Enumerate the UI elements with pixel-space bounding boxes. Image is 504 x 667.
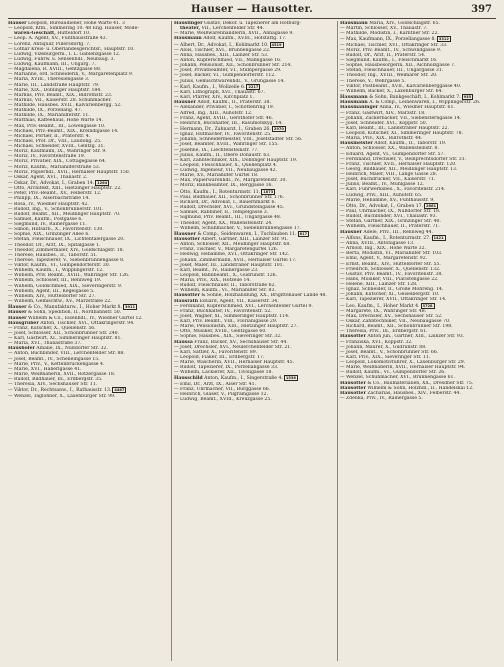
directory-entry: Hausner Adolf, Kaufm., II., Praterstr. 38. — [174, 100, 271, 106]
directory-entry: — Moriz, Kaufmann, IX., Währinger Str. 9. — [8, 149, 107, 155]
directory-entry: — Stefan, Fleischhauer, III., Ungargasse 31. — [340, 68, 444, 74]
directory-entry: Hausmann & Sohn, Bankgeschäft, I., Kohlmarkt 7. 955 — [340, 94, 472, 101]
page-title: Hauser — Hausotter. — [190, 4, 314, 15]
directory-entry: Hausner Adele, Priv., III., Rennweg 44. — [340, 229, 433, 235]
directory-entry: — Anton, Buchbinder, VIII., Lerchenfelder Str. 88. — [8, 351, 125, 357]
directory-entry: — Leopold, Fleischhauer, X., Quellenplatz 4. — [174, 162, 278, 168]
directory-entry: — Otto, Dr., Advokat, I., Graben 17. 2661 — [340, 203, 437, 209]
directory-entry: — Therese, Hausbes., II., Taborstr. 51. — [8, 252, 98, 258]
directory-entry: — Simon, Hilfsarb., X., Favoritenstr. 130. — [8, 227, 104, 233]
directory-entry: — Ludwig, Ingenieur, VII., Neubaugasse 42. — [174, 168, 277, 174]
directory-entry: — Marie, Hebamme, XV., Fünfhausstr. 9. — [340, 197, 435, 203]
directory-entry: — Rudolf, Bildhauer, III., Erdbergstr. 35. — [8, 377, 103, 382]
directory-entry: — Julius, Gemischtwarenhdl., V., Grüngasse 14. — [174, 78, 285, 84]
directory-entry: Hausotter & Co., Baumaterialien, XX., Dresdner Str. 75. — [340, 380, 474, 386]
directory-entry: — Josef, Schneider, XVI., Koppstr. 50. — [340, 120, 428, 126]
directory-entry: — Anton, Schlosser, XX., Wallensteinstr. 8. — [340, 146, 439, 152]
page-number: 397 — [471, 4, 492, 15]
column-divider — [337, 21, 338, 661]
directory-entry: — Rudolf, Kaufm., VI., Gumpendorfer Str. 26. — [340, 370, 446, 376]
directory-entry: — Ernst, Beamt., XIV., Hütteldorfer Str. 55. — [340, 261, 441, 267]
directory-entry: — Oskar, Zahntechniker, VII., Neubaugasse 70. — [340, 319, 451, 325]
directory-entry: — Markus, VII., Kaiserstr. 28. Schuhmacher. — [8, 97, 112, 103]
directory-entry: — Wenzel, Schuhmacher, XVI., Brunnengasse 61. — [340, 375, 455, 381]
directory-entry: — Michael, Prof. Dr., VIII., Laudong. 25. — [8, 138, 102, 144]
directory-entry: — Marie, III., Landstraße Hauptstr. 79. — [8, 82, 100, 88]
telephone-number: 1536 — [285, 376, 296, 381]
directory-entry: — Mathilde, IX., Mariahilferstr. 11. — [8, 113, 90, 119]
directory-entry: — Heinrich, Glaser, V., Pilgramgasse 12. — [174, 392, 268, 397]
directory-entry: — Theodor, Agent, XX., Wallensteinstr. 24. — [174, 220, 273, 226]
directory-entry: — Karl, Pfarrer, XIV., Kirchplatz 1. — [174, 95, 254, 101]
directory-entry: — Marie, XVI., Haberlgasse 41. — [8, 366, 82, 372]
directory-entry: — Wilhelm, Kaufm., VI., Mariahilfer Str. 83. — [174, 288, 276, 294]
directory-entry: — Emil, Agent, V., Margaretenstr. 92. — [340, 256, 428, 262]
directory-entry: — Sophie, XIX., Grinzinger Allee 6. — [8, 232, 90, 238]
directory-entry: — Franz, Tischler, V., Margaretengürtel 126. — [174, 247, 279, 253]
telephone-number: 1873 — [263, 189, 274, 194]
directory-entry: — Wilhelm, Agent, III., Kegelgasse 5. — [8, 288, 95, 294]
column-1 — [8, 21, 168, 661]
directory-entry: — Marie, Weißnäherin, XVII., Hernalser Hauptstr. 94. — [340, 365, 466, 371]
directory-entry: — Berta, Modistin, VI., Mariahilfer Str. 103. — [340, 251, 443, 257]
directory-entry: Hauser Wilhelm & Co., Eisenhdl., IV., Wiedner Gürtel 12. — [8, 315, 143, 321]
telephone-number: 1421 — [433, 235, 444, 240]
directory-entry: — Paul, Bildhauer, XII., Schönbrunner Str. 176. — [174, 194, 285, 200]
directory-entry: Hausotter & Söhne, Holzhandlung, XX., Brigittenauer Lände 48. — [174, 293, 327, 299]
directory-entry: — Franz, Uhrmacher, VII., Burggasse 66. — [174, 386, 271, 392]
directory-entry: — Max, Papierwarenhdl., IV., Margaretenstr. 30. — [174, 178, 287, 184]
directory-entry: — Johann, Pensionist, XII., Schönbrunner Str. 214. — [174, 63, 292, 69]
directory-entry: — Ferdinand, Drechsler, V., Reinprechtsdorfer Str. 31. — [340, 156, 467, 162]
directory-entry: — Hans, Musiker, VIII., Piaristengasse 22. — [340, 276, 439, 282]
header-rule — [8, 18, 496, 19]
directory-entry: — Marie, XV., Mariahilfer Gürtel 18. — [174, 173, 259, 179]
directory-entry: — Moriz, Kaufm., Mariahilferstraße 53. — [8, 164, 101, 170]
directory-entry: — Karl, Gastwirt, XI., Simmeringer Hauptstr. 81. — [8, 336, 122, 341]
directory-entry: — Johann, Zimmermann, XVII., Hernalser Gürtel 17. — [174, 257, 297, 263]
directory-entry: — Sophie, Hausbesorgerin, XII., Aichholzgasse 7. — [340, 63, 456, 69]
directory-entry: — Josef, Beamt., V., Schönbrunner Str. 66. — [340, 349, 439, 355]
directory-entry: — Josef, Schlosser, XII., Schönbrunner Str. 240. — [8, 330, 120, 336]
directory-entry: — Max, Drechsler, XV., Sechshauser Str. 52. — [340, 313, 443, 319]
directory-entry: Hausmann Maria, XIV., Goldschlagstr. 65. — [340, 21, 440, 26]
directory-entry: Hausgruber Anton, Tischler, XVI., Ottakringerstr. 94. — [8, 320, 135, 326]
directory-entry: Hausmeister Adolf, Kaufm., II., Taborstr. 19. — [340, 141, 447, 147]
directory-entry: — Margarete, IX., Währinger Str. 48. — [340, 308, 427, 314]
directory-entry: Hausmaninger Anna, IV., Wiedner Hauptstr. 61. — [340, 105, 455, 111]
directory-entry: Hauser Leopold, Bureaudiener, Hohe Warte 41. 3 — [8, 21, 125, 26]
directory-entry: — Anton, Kupferschmied, VII., Mahngasse 16. — [174, 58, 282, 64]
directory-entry: — Karl, Priv. Beamt., VIII., Florianigasse 29. — [174, 319, 278, 325]
directory-entry: — Leopold, Kfm., Simmering 10. 48 Eng. Hauser, Mode- — [8, 26, 139, 32]
directory-entry: — Josef, Privatbeamter, VI., Stumpergasse 29. — [174, 68, 282, 74]
directory-entry: — Maria, XVIII., Theresiengasse 3. — [8, 77, 90, 83]
directory-entry: — Moriz, Bankbeamter, IX., Berggasse 16. — [174, 183, 273, 189]
directory-entry: — Wilhelm, XIV., Hütteldorfer Str. 27. — [8, 293, 96, 299]
directory-entry: — Heinrich, Buchhalter, III., Rasumofskyg. 14. — [174, 120, 283, 126]
directory-entry: — Franz, Tischler, XVII., Hernalser Hauptstr. 120. — [340, 161, 457, 167]
directory-entry: — Josefine, IX., Liechtensteinstr. 77. — [174, 147, 259, 153]
directory-entry: — Karl, Fuhrwerksbes., X., Favoritenstr. 214. — [340, 187, 446, 193]
directory-entry: — Rudolf, Dr., Arzt, II., Praterstr. 54. — [340, 52, 426, 58]
directory-entry: — Josef, Drechsler, XVI., Neulerchenfelder Str. 21. — [174, 344, 292, 350]
directory-entry: — Moriz, Priv. Beamt., IV., Schwindgasse 9. — [340, 47, 442, 53]
directory-entry: — Theodor, Dr., Arzt, IX., Spitalgasse 1. — [8, 242, 101, 248]
directory-entry: — Franz, Kutscher, X., Quellenstr. 56. — [8, 325, 96, 331]
directory-entry: — Anna, XVIII., Antonigasse 13. — [340, 241, 415, 246]
directory-entry: — Alexander, Privatier, I., Schottenring 19. — [174, 105, 275, 111]
directory-entry: — Alfons, Kaufm., I., Rotenturmstr. 27. 1421 — [340, 235, 444, 241]
directory-entry: — Hedwig, Hebamme, XVI., Ottakringer Str. 142. — [174, 252, 290, 258]
directory-entry: — Wilhelm, Priv. Beamt., XVIII., Währinger Str. 126. — [8, 273, 130, 279]
directory-entry: — Mathilde, Modistin, I., Kärntner Str. 22. — [340, 31, 439, 37]
directory-entry: — Albert, Dr., Advokat, I., Kohlmarkt 10. 4519 — [174, 42, 282, 48]
telephone-number: 3911 — [124, 305, 135, 310]
directory-entry: Hausotter Albert, Gärtner, XIII., Lainzer Str. 91. — [174, 237, 289, 243]
directory-entry: — Emil, Dr., Arzt, IX., Alser Str. 41. — [174, 381, 256, 387]
directory-entry: — Karl, Tapezierer, XVII., Ottakringer Str. 14. — [340, 297, 447, 303]
directory-entry: — Oskar, Dr., Advokat, I., Graben 14. 1264 — [8, 180, 108, 187]
directory-entry: Hausotter Anton jun., Gärtner, XIII., Lainzer Str. 93. — [340, 334, 465, 340]
directory-entry: — Johann, Schneidermeister, VIII., Josefstädter Str. 56. — [174, 137, 303, 143]
directory-entry: — Wilhelm, Fleischhauer, II., Praterstr. 71. — [340, 224, 440, 230]
directory-entry: — Otto, Kaufm., I., Rotenturmstr. 11. 1873 — [174, 189, 274, 195]
directory-entry: — Heinrich, Maler, VIII., Lange Gasse 28. — [340, 172, 438, 177]
directory-entry: — Lorenz, Antiquar, Pillersdorfg. 7. — [8, 41, 91, 47]
directory-entry: theater, VII., Lerchenfelder Str. 44. — [180, 26, 265, 32]
directory-entry: — Leopold, Kutscher, XI., Simmeringer Hauptstr. 78. — [340, 131, 464, 136]
directory-entry: — Siegmund, IV., Rainergasse 11. — [8, 222, 87, 228]
directory-entry: — Markus, Priv. Beamt., XIX., Billrothstr. 23. — [8, 92, 113, 98]
directory-entry: — Rudolf, Beamt., XII., Meidlinger Hauptstr. 70. — [8, 211, 121, 217]
directory-entry: — Siegmund, Kaufm., I., Fleischmarkt 16. — [340, 58, 438, 64]
directory-entry: — Rudolf, Tapezierer, IX., Porzellangasse 33. — [174, 365, 279, 371]
directory-entry: Hausmann A. & Comp., Leinenwaren, I., Wipplingerstr. 26. — [340, 100, 481, 106]
column-2 — [174, 21, 334, 661]
directory-entry: — Lothar Kreis- u. Oberlandesgerichtsr., Hauptstr. 10. — [8, 46, 135, 52]
directory-entry: — Philipp, IX., Alserbachstraße 14. — [8, 196, 90, 202]
telephone-number: 2970 — [273, 126, 284, 131]
directory-entry: — Eduard, Agent, VI., Gumpendorfer Str. 57. — [340, 151, 445, 157]
directory-entry: — Friedrich, Schlosser, X., Quellenstr. 132. — [340, 266, 441, 272]
directory-entry: — Johann, Kutscher, XI., Geiselbergstr. 10. — [340, 292, 440, 298]
directory-entry: — Wilhelm, Schlosser, III., Rennweg 19. — [8, 278, 102, 284]
directory-entry: — Michael, Tischler, XVI., Ottakringer Str. 33. — [340, 42, 448, 48]
directory-entry: — Stefan, Gärtner, XIX., Grinzinger Str. 40. — [340, 219, 441, 225]
directory-entry: Haussa Franz, Bäcker, XV., Sechshauser Str. 44. — [174, 339, 288, 345]
directory-columns — [8, 21, 496, 661]
directory-entry: — Julius, Beamt., IV., Mühlgasse 12. — [340, 182, 425, 188]
directory-entry: — Otto, Architekt, XIII., Hietzinger Hauptstr. 22. — [8, 186, 122, 192]
directory-entry: — Ludwig, Kaufmann, III., Ungarg. 7. — [8, 62, 96, 67]
telephone-number: 955 — [463, 94, 472, 99]
directory-entry: — Peter, Priv.-Beamt., XV., Felberstr. 12. — [8, 191, 102, 197]
directory-entry: — Rudolf, Ing., V., Schönbrunnerstr. 101. — [8, 206, 104, 212]
directory-entry: — Hermann, Dr., Zahnarzt, I., Graben 26. 2970 — [174, 126, 284, 133]
directory-entry: — Richard, Beamt., XII., Schönbrunner Str. 198. — [340, 324, 453, 330]
directory-entry: — Wenzel, Taglöhner, X., Laxenburger Str. 99. — [8, 393, 116, 399]
directory-entry: — Ludwig, Priv., XIII., Auhofstr. 65. — [340, 192, 423, 198]
directory-entry: — Wilhelm, Schuhmacher, V., Siebenbrunnengasse 17. — [174, 225, 302, 231]
directory-entry: — Leop. A. Agent, XV., Fünfhausstraße 43. — [8, 36, 108, 42]
directory-entry: — Wilhelm, Goldschmied, XIX., Sieveringerstr. 9. — [8, 283, 123, 289]
telephone-number: 3312 — [438, 37, 449, 42]
directory-entry: — Helene, XIII., Lainzer Str. 128. — [340, 282, 418, 287]
directory-entry: — Marie, Weißwarenhändlerin, XVII., Annagasse 9. — [174, 31, 294, 37]
telephone-number: 4467 — [114, 388, 125, 393]
directory-entry: Hausmann Adolf, Kaufm., XVIII., Hofstattg. 17. — [174, 36, 287, 42]
directory-entry: — Rudolf, Buchbinder, XVI., Thaliastr. 93. — [340, 214, 437, 220]
directory-entry: — Franz, Gastwirt, XIV., Märzstr. 18. — [340, 110, 426, 116]
directory-entry: — Magdalena, R. XVIII., Gentzgasse 88. — [8, 67, 102, 73]
directory-entry: — Mathilde, IX., Porzellang. 47. — [8, 108, 83, 114]
directory-entry: — Leopold, Fiaker, III., Erdbergstr. 17. — [174, 354, 265, 360]
directory-entry: — Johann, Zuckerbäcker, VII., Siebensterngasse 14. — [340, 115, 462, 121]
directory-entry: — Anna, Hausbes., XIII., Lainzer Str. 53. — [174, 52, 269, 58]
directory-entry: Hausotter Wilhelm & Sohn, Holzhdl., II., Handelskai 12. — [340, 385, 474, 391]
directory-entry: — Therese, Tapezierer, V., Siebenbrunnengasse 8. — [8, 257, 125, 263]
directory-entry: — Max, Priv.-Beamt., III., Löwengasse 10. — [8, 123, 106, 129]
directory-entry: — Franz, Buchhalter, IV., Favoritenstr. 52. — [174, 308, 272, 314]
directory-entry: — Matthias, Kaffeehaus, Hohe Warte 14. — [8, 118, 103, 124]
directory-entry: — Franziska, XVI., Koppstr. 32. — [340, 339, 413, 345]
directory-entry: — Julius, Kaufm., II., Obere Donaustr. 63. — [174, 152, 271, 158]
directory-entry: — Moriz, IV., Favoritenstraße 19. — [8, 154, 86, 160]
directory-entry: — Michael, Priv.-Beamt., XIX., Kreindlgasse 14. — [8, 128, 119, 134]
directory-entry: — Josef, Wagner, XI., Simmeringer Hauptstr. 114. — [174, 313, 290, 319]
directory-entry: — Josef, Beamter, XVIII., Währinger Str. 155. — [174, 142, 279, 148]
directory-entry: — Michael, Schneider, XVIII., Gentzg. 31. — [8, 144, 105, 149]
directory-entry: — Moriz, Privatier, XIX., Cottagegasse 64. — [8, 159, 107, 165]
directory-entry: — Franz, Agent, XVIII., Gersthofer Str. 46. — [174, 115, 274, 121]
directory-entry: — Samuel, Kaufm., Postgasse 6. — [8, 216, 83, 222]
directory-entry: — Karl, Sattler, X., Favoritenstr. 89. — [174, 349, 258, 355]
column-3 — [340, 21, 496, 661]
directory-entry: Hauser & Sohn, Spedition, II., Nordbahnstr. 50. — [8, 310, 122, 316]
directory-entry: — Viktor, Dr., Rechtsanw., I., Rathausstr. 13. 4467 — [8, 388, 125, 394]
directory-entry: — Martin, Schlosser, XV., Thaliastr. 7. — [340, 26, 428, 32]
directory-entry: — Leo, Kaufm., I., Hoher Markt 4. 3728 — [340, 303, 433, 309]
directory-entry: — Viktor, Kaufm., VI., Gumpendorferstr. 30. — [8, 263, 111, 269]
directory-entry: — Karl, Zahntechniker, XIX., Döblinger Hauptstr. 19. — [174, 157, 298, 163]
directory-entry: — Josef, Bäcker, VI., Gumpendorferstr. 112. — [174, 73, 276, 79]
directory-entry: — Ludwig, Vizebürgerm., I. L. Gablenzgasse 12. — [8, 51, 121, 57]
directory-entry: — Oskar, Agent, XVI., Thaliastr. 2. — [8, 174, 88, 180]
directory-entry: — Wilhelm, Lackierer, XII., Tivoligasse 18. — [174, 370, 273, 376]
directory-entry: Hausotter Zacharias, Hausbes., XIV., Felberstr. 44. — [340, 390, 461, 396]
directory-entry: — Marianne, ord. Schneiderin, V., Margaretenplatz 9. — [8, 72, 134, 78]
directory-entry: — Viktor, Postbeamt., XVII., Kalvarienberggasse 40. — [340, 83, 462, 89]
directory-entry: — Marie, Priv., V., Kettenbrückengasse 4. — [8, 361, 105, 367]
directory-entry: — Michael, Portier, II., Praterstr. 4. — [8, 133, 91, 139]
directory-entry: — Rudolf, Drechsler, XVI., Grundsteingasse 45. — [174, 205, 285, 211]
directory-entry: — Therese, V., Wehrgasse 5. — [340, 78, 406, 84]
directory-entry: — Sophie, Hausbes., XIX., Sieveringer Str. 32. — [174, 334, 282, 340]
directory-entry: — Arnold, Ing., XIX., Hohe Warte 32. — [340, 246, 426, 252]
directory-entry: waren-Geschäft, Hütteldorf 10. — [14, 31, 91, 37]
directory-entry: — Marie, Pensionistin, XIII., Hietzinger Hauptstr. 27. — [174, 324, 298, 330]
directory-entry: — Wilhelm, Kaufm., I., Wipplingerstr. 12. — [8, 268, 104, 274]
directory-entry: — Theresia, Priv., III., Erdbergstr. 61. — [340, 329, 428, 335]
directory-entry: — Marie, Wäscherin, XVII., Hernalser Hauptstr. 45. — [174, 360, 295, 366]
telephone-number: 2661 — [426, 203, 437, 208]
directory-entry: — Maria, XVI., Thaliastraße 37. — [8, 341, 82, 347]
directory-entry: Hausschild Anton, Kaufm., I., Singerstraße 4. 1536 — [174, 376, 296, 382]
directory-entry: — Stefan, Fleischhauer, IX., Lichtentalergasse 20. — [8, 237, 125, 243]
directory-entry: Hausrath Eduard, Agent, VII., Kaiserstr. 34. — [174, 298, 279, 304]
telephone-number: 2217 — [248, 84, 259, 89]
directory-entry: — Karl, Beamt., IV., Rainergasse 23. — [174, 267, 259, 273]
directory-entry: Hausner & Comp., Seidenwaren, I., Tuchlauben 11. 817 — [174, 231, 308, 237]
directory-entry: — Max, Kaufmann, IX., Porzellangasse 8. 3312 — [340, 37, 449, 43]
directory-entry: — Ferdinand, Kupferschmied, XVI., Lerchenfelder Gürtel 9. — [174, 303, 313, 309]
directory-entry: — Mathilde, Hausbes. XVII., Kalvarienbergg. 52. — [8, 103, 122, 108]
directory-entry: — Karl, Kaufm., I., Wollzeile 6. 2217 — [174, 84, 259, 90]
directory-entry: — Georg, Bildhauer, XII., Meidlinger Hauptstr. 13. — [340, 166, 458, 172]
directory-entry: — Samuel, Rabbiner, II., Tempelgasse 3. — [174, 210, 269, 216]
directory-entry: — Wilhelm, Bäcker, X., Laxenburger Str. 64. — [340, 88, 443, 94]
page-header — [8, 4, 496, 18]
directory-entry: — Johann, Maurer, X., Gudrunstr. 88. — [340, 344, 427, 350]
directory-entry: — Marie, XIX., Döblinger Hauptstr. 184. — [8, 87, 102, 93]
directory-entry: — Sigmund, Priv. Beamt., III., Ungargasse 48. — [174, 215, 282, 221]
directory-entry: — Theodor, Zimmermaler, XIV., Goldschlagstr. 18. — [8, 247, 125, 253]
directory-entry: — Richard, Dr., Advokat, I., Bauernmarkt 6. — [174, 200, 276, 205]
directory-entry: — Otto, Musiker, XVIII., Gentzgasse 60. — [174, 329, 267, 335]
telephone-number: 3728 — [422, 303, 433, 308]
directory-entry: — Josef, Beamt., IV., Schelleingasse 15. — [8, 356, 100, 362]
directory-entry: — Marie, Weißnäherin, XVII., Rötzergasse 18. — [8, 371, 116, 377]
directory-entry: — Maria, Priv., XIX., Billrothstr. 44. — [340, 136, 423, 142]
directory-entry: — Paul, Uhrmacher, IX., Nußdorfer Str. 18. — [340, 209, 441, 215]
directory-entry: — Zdenka, Priv., IV., Rainergasse 5. — [340, 395, 423, 401]
directory-entry: Hauslinger Gustav, Dekor. u. Tapezierer am Hofburg- — [174, 21, 301, 26]
directory-entry: — Anton, Schlosser, XII., Meidlinger Hauptstr. 68. — [174, 242, 291, 248]
directory-entry: — Leopold, Lokomotivführer, X., Laxenburger Str. 29. — [340, 360, 466, 366]
column-divider — [171, 21, 172, 661]
directory-entry: — Josef, Maler, III., Landstraßer Hauptstr. 101. — [174, 262, 285, 268]
directory-entry: — Alois, Tischler, XVI., Brunnengasse 22. — [174, 47, 271, 53]
telephone-number: 4519 — [271, 42, 282, 47]
directory-entry: — Ludwig, Fuhrw. u. Sensenhdl., Neubaug. 3. — [8, 56, 115, 62]
directory-entry: — Rosa, IV., Wiedner Hauptstr. 42. — [8, 201, 89, 207]
directory-entry: — Theodor, Ing., XVIII., Weimarer Str. 20. — [340, 73, 438, 79]
directory-entry: — Moriz, Papierhdl., XVII., Hernalser Hauptstr. 150. — [8, 169, 131, 175]
directory-entry: — Maria, Priv., XIX., Hofzeile 14. — [174, 278, 251, 284]
directory-entry: — Karl, Priv., XIX., Sieveringer Str. 11. — [340, 354, 431, 360]
directory-entry: — Theresia, XIV., Sechshauser Str. 11. — [8, 382, 98, 388]
telephone-number: 1264 — [97, 180, 108, 185]
telephone-number: 817 — [299, 231, 308, 236]
directory-entry: — Leopold, Bahnbeamt., X., Gudrunstr. 126. — [174, 272, 278, 278]
directory-entry: Hauser & Co., Manufakturw., I., Hoher Markt 8. 3911 — [8, 305, 135, 311]
directory-entry: — Ignaz, Schneider, II., Große Mohreng. 14. — [340, 287, 444, 293]
directory-entry: — Rudolf, Fleischhauer, II., Taborstraße 62. — [174, 283, 276, 289]
directory-entry: — Josef, Buchdrucker, VII., Kaiserstr. 71. — [340, 177, 436, 183]
directory-entry: — Alfred, Ing., XIII., Auhofstr. 12. — [174, 110, 253, 116]
directory-entry: — Gustav, Priv. Beamt., IV., Favoritenstr. 38. — [340, 271, 443, 277]
directory-entry: — Karl, Beamt., III., Landstraßer Hauptstr. 22. — [340, 125, 449, 131]
directory-entry: Haushofer Amalie, IX., Nußdorfer Str. 32. — [8, 346, 108, 352]
directory-entry: — Karl, Lithograph, XVI., Thaliastr. 67. — [174, 90, 265, 95]
directory-entry: — Ignaz, Hutmacher, IV., Favoritenstr. 25. — [174, 132, 272, 138]
directory-entry: — Ludwig, Beamt., XVIII., Kreuzgasse 25. — [174, 397, 272, 403]
directory-entry: — Wilhelm, Gemischtw., XV., Märzstraße 22. — [8, 298, 112, 304]
